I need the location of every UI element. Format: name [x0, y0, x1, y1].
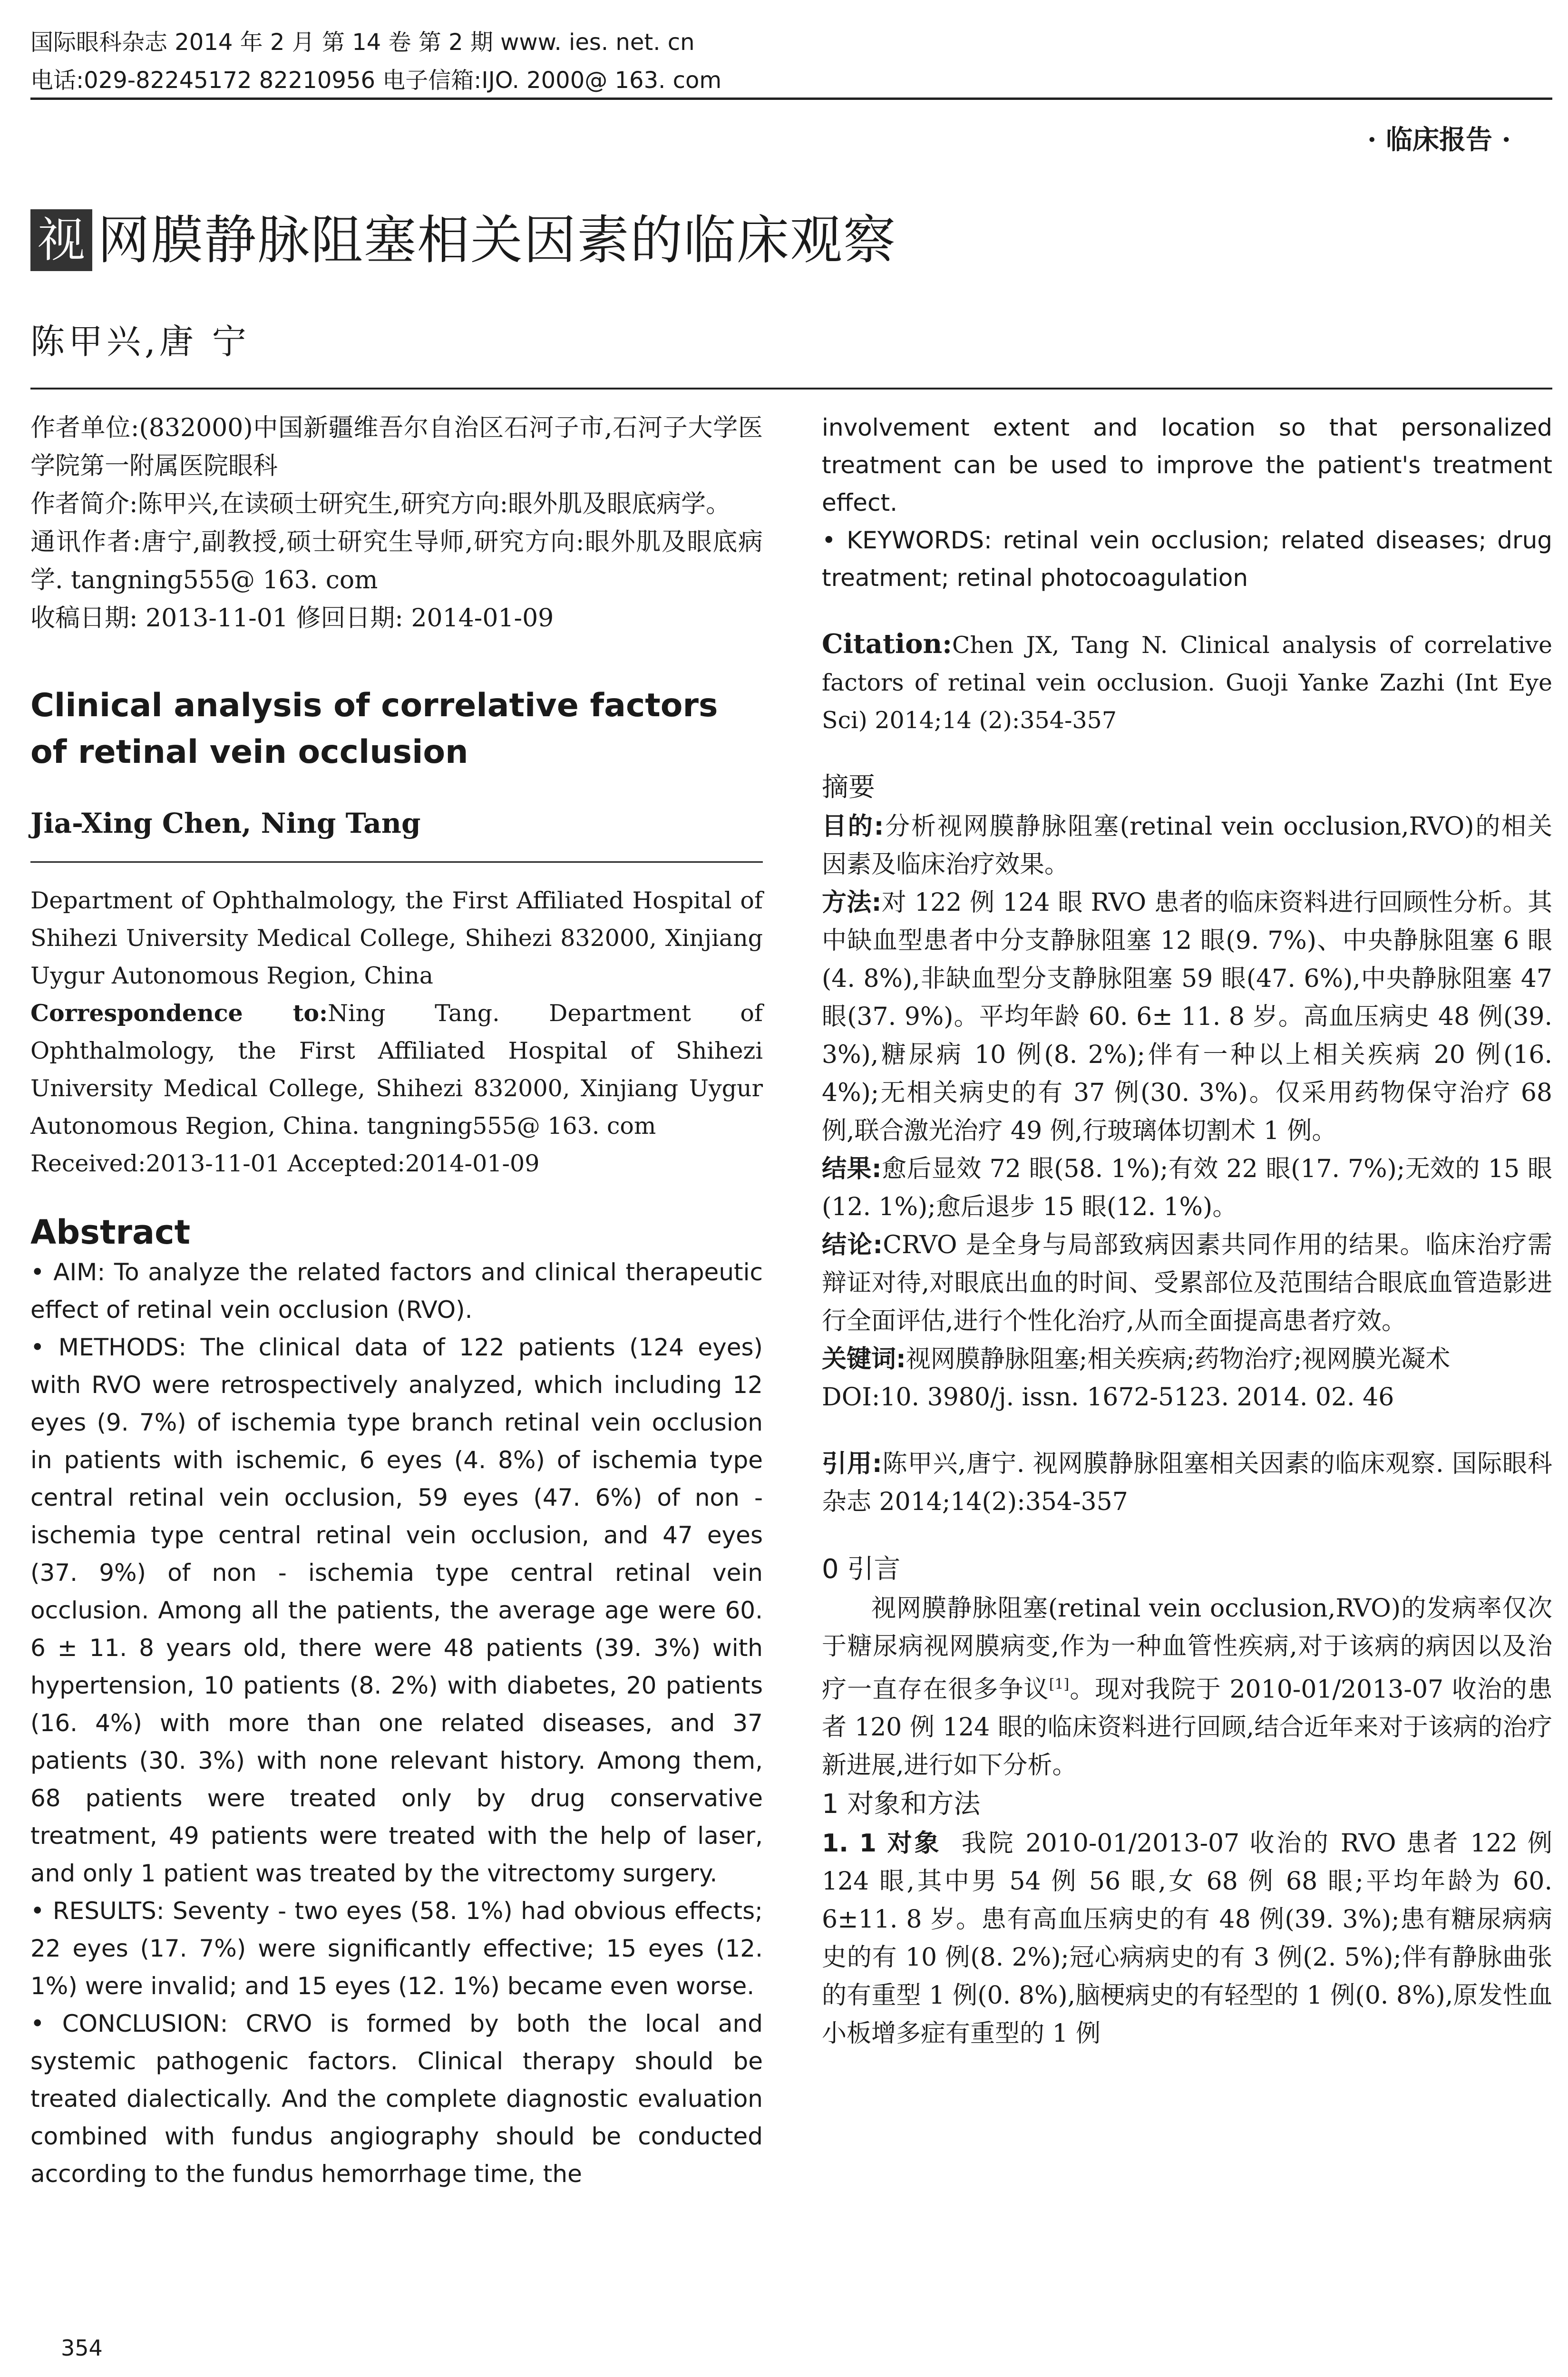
cn-aim [822, 808, 1552, 884]
cn-conclusion [822, 1226, 1552, 1340]
cn-aim-text: 分析视网膜静脉阻塞(retinal vein occlusion,RVO)的相关因素及临床治疗效果。 [822, 812, 1553, 879]
cn-conclusion-text: CRVO 是全身与局部致病因素共同作用的结果。临床治疗需辩证对待,对眼底出血的时间、受累部位及范围结合眼底血管造影进行全面评估,进行个性化治疗,从而全面提高患者疗效。 [822, 1231, 1553, 1335]
cn-citation-text: 陈甲兴,唐宁. 视网膜静脉阻塞相关因素的临床观察. 国际眼科杂志 2014;14(2):354-357 [822, 1450, 1552, 1516]
cn-results-text: 愈后显效 72 眼(58. 1%);有效 22 眼(17. 7%);无效的 15 眼(12. 1%);愈后退步 15 眼(12. 1%)。 [822, 1155, 1553, 1221]
correspondence-text: Ning Tang. Department of Ophthalmology, the First Affiliated Hospital of Shihezi University Medical College, Shihezi 832000, Xinjiang Uygur Autonomous Region, China. tangning555@ 163. com [30, 1000, 763, 1140]
authors-cn: 陈甲兴,唐 宁 [30, 321, 250, 361]
journal-header-line2: 电话:029-82245172 82210956 电子信箱:IJO. 2000@ 163. com [30, 67, 722, 94]
cn-results-label: 结果: [822, 1155, 882, 1183]
title-first-char: 视 [30, 209, 92, 271]
cn-conclusion-label: 结论: [822, 1231, 883, 1259]
subjects-text: 我院 2010-01/2013-07 收治的 RVO 患者 122 例 124 眼,其中男 54 例 56 眼,女 68 例 68 眼;平均年龄为 60. 6±11. 8 岁。患有高血压病史的有 48 例(39. 3%);患有糖尿病病史的有 10 例(8. 2%);冠心病病史的有 3 例(2. 5%);伴有静脉曲张的有重型 1 例(0. 8%),脑梗病史的有轻型的 1 例(0. 8%),原发性血小板增多症有重型的 1 例 [822, 1829, 1552, 2048]
intro-paragraph [822, 1589, 1552, 1784]
section-0-heading: 0 引言 [822, 1554, 901, 1585]
journal-header-line1: 国际眼科杂志 2014 年 2 月 第 14 卷 第 2 期 www. ies. net. cn [30, 29, 695, 56]
citation-text: Chen JX, Tang N. Clinical analysis of correlative factors of retinal vein occlusion. Guoji Yanke Zazhi (Int Eye Sci) 2014;14 (2):354-357 [822, 632, 1552, 734]
citation-label: Citation: [822, 628, 952, 660]
english-received: Received:2013-11-01 Accepted:2014-01-09 [30, 1150, 540, 1177]
english-authors: Jia-Xing Chen, Ning Tang [30, 807, 421, 839]
cn-citation-label: 引用: [822, 1450, 882, 1478]
cn-methods-text: 对 122 例 124 眼 RVO 患者的临床资料进行回顾性分析。其中缺血型患者中分支静脉阻塞 12 眼(9. 7%)、中央静脉阻塞 6 眼(4. 8%),非缺血型分支静脉阻塞 59 眼(47. 6%),中央静脉阻塞 47 眼(37. 9%)。平均年龄 60. 6± 11. 8 岁。高血压病史 48 例(39. 3%),糖尿病 10 例(8. 2%);伴有一种以上相关疾病 20 例(16. 4%);无相关病史的有 37 例(30. 3%)。仅采用药物保守治疗 68 例,联合激光治疗 49 例,行玻璃体切割术 1 例。 [822, 888, 1553, 1145]
abstract-keywords: • KEYWORDS: retinal vein occlusion; related diseases; drug treatment; retinal photocoagulation [822, 522, 1552, 597]
page-number: 354 [61, 2335, 103, 2361]
section-tag: · 临床报告 · [1367, 124, 1511, 156]
right-column [822, 409, 1552, 2053]
english-correspondence [30, 994, 763, 1145]
abstract-heading: Abstract [30, 1213, 191, 1252]
english-department: Department of Ophthalmology, the First Affiliated Hospital of Shihezi University Medical College, Shihezi 832000, Xinjiang Uygur Autonomous Region, China [30, 887, 763, 989]
citation-en [822, 625, 1552, 739]
intro-reference: [1] [1049, 1676, 1070, 1693]
cn-results [822, 1150, 1552, 1226]
doi: DOI:10. 3980/j. issn. 1672-5123. 2014. 02. 46 [822, 1383, 1394, 1412]
section-1-heading: 1 对象和方法 [822, 1789, 981, 1820]
paper-title: 网膜静脉阻塞相关因素的临床观察 [97, 210, 896, 271]
subjects-paragraph [822, 1824, 1552, 2053]
zhaiyao-heading: 摘要 [822, 772, 875, 803]
dates-cn: 收稿日期: 2013-11-01 修回日期: 2014-01-09 [30, 604, 554, 633]
cn-citation [822, 1445, 1552, 1521]
cn-keywords-text: 视网膜静脉阻塞;相关疾病;药物治疗;视网膜光凝术 [906, 1345, 1451, 1374]
title-rule [30, 388, 1552, 390]
subjects-label: 1. 1 对象 [822, 1829, 942, 1858]
left-column [30, 409, 763, 2193]
affiliation: 作者单位:(832000)中国新疆维吾尔自治区石河子市,石河子大学医学院第一附属医院眼科 [30, 414, 763, 480]
intro-text-a: 视网膜静脉阻塞(retinal vein occlusion,RVO)的发病率仅次于糖尿病视网膜病变,作为一种血管性疾病,对于该病的病因以及治疗一直存在很多争议 [822, 1594, 1552, 1704]
cn-aim-label: 目的: [822, 812, 884, 841]
correspondence-label: Correspondence to: [30, 999, 328, 1027]
abstract-conclusion-cont: involvement extent and location so that personalized treatment can be used to improve the patient's treatment effect. [822, 414, 1552, 516]
cn-methods-label: 方法: [822, 888, 882, 917]
english-title: Clinical analysis of correlative factors of retinal vein occlusion [30, 687, 718, 771]
intro-text-b: 。现对我院于 2010-01/2013-07 收治的患者 120 例 124 眼的临床资料进行回顾,结合近年来对于该病的治疗新进展,进行如下分析。 [822, 1675, 1552, 1780]
corresponding-author: 通讯作者:唐宁,副教授,硕士研究生导师,研究方向:眼外肌及眼底病学. tangning555@ 163. com [30, 528, 763, 594]
cn-keywords [822, 1340, 1552, 1378]
author-rule [30, 861, 763, 863]
cn-methods [822, 884, 1552, 1150]
abstract-results: • RESULTS: Seventy - two eyes (58. 1%) had obvious effects; 22 eyes (17. 7%) were significantly effective; 15 eyes (12. 1%) were invalid; and 15 eyes (12. 1%) became even worse. [30, 1892, 763, 2005]
header-rule [30, 97, 1552, 100]
author-bio: 作者简介:陈甲兴,在读硕士研究生,研究方向:眼外肌及眼底病学。 [30, 490, 731, 518]
abstract-aim: • AIM: To analyze the related factors and clinical therapeutic effect of retinal vein occlusion (RVO). [30, 1254, 763, 1329]
abstract-methods: • METHODS: The clinical data of 122 patients (124 eyes) with RVO were retrospectively analyzed, which including 12 eyes (9. 7%) of ischemia type branch retinal vein occlusion in patients with ischemic, 6 eyes (4. 8%) of ischemia type central retinal vein occlusion, 59 eyes (47. 6%) of non - ischemia type central retinal vein occlusion, and 47 eyes (37. 9%) of non - ischemia type central retinal vein occlusion. Among all the patients, the average age were 60. 6 ± 11. 8 years old, there were 48 patients (39. 3%) with hypertension, 10 patients (8. 2%) with diabetes, 20 patients (16. 4%) with more than one related diseases, and 37 patients (30. 3%) with none relevant history. Among them, 68 patients were treated only by drug conservative treatment, 49 patients were treated with the help of laser, and only 1 patient was treated by the vitrectomy surgery. [30, 1329, 763, 1892]
cn-keywords-label: 关键词: [822, 1345, 906, 1374]
abstract-conclusion: • CONCLUSION: CRVO is formed by both the local and systemic pathogenic factors. Clinical therapy should be treated dialectically. And the complete diagnostic evaluation combined with fundus angiography should be conducted according to the fundus hemorrhage time, the [30, 2005, 763, 2193]
